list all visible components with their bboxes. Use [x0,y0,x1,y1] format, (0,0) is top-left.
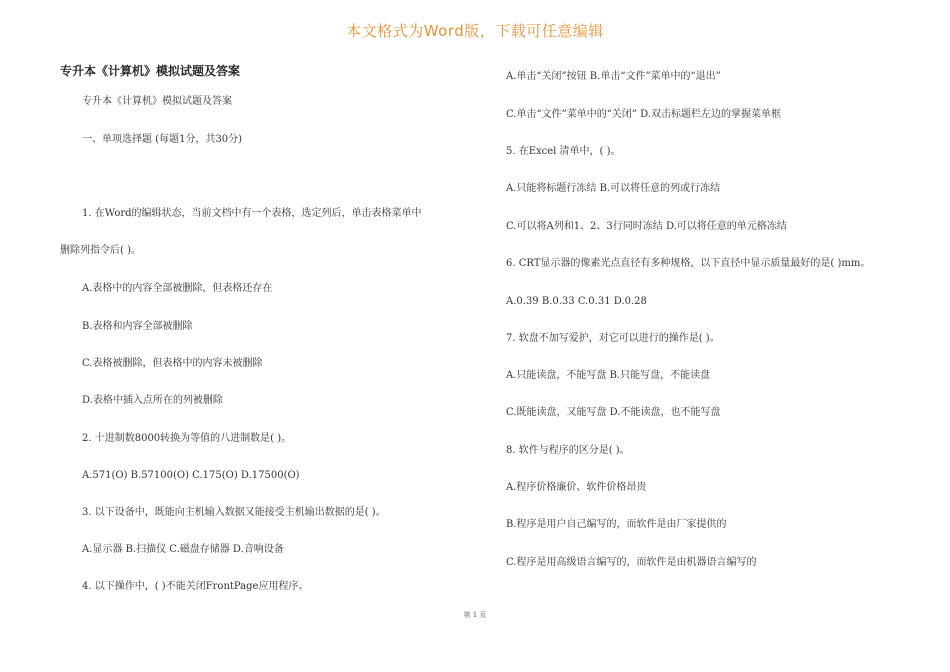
question-6-options: A.0.39 B.0.33 C.0.31 D.0.28 [506,296,647,307]
question-7-options-ab: A.只能读盘，不能写盘 B.只能写盘，不能读盘 [506,370,711,381]
document-banner: 本文格式为Word版，下载可任意编辑 [346,22,604,40]
question-8-option-a: A.程序价格廉价、软件价格昂贵 [506,482,647,493]
question-4-options-cd: C.单击“文件”菜单中的“关闭” D.双击标题栏左边的掌握菜单框 [506,109,781,120]
question-3: 3. 以下设备中，既能向主机输入数据又能接受主机输出数据的是( )。 [82,507,386,518]
question-1-option-b: B.表格和内容全部被删除 [82,321,193,332]
question-5-options-cd: C.可以将A列和1、2、3行同时冻结 D.可以将任意的单元格冻结 [506,221,787,232]
question-1-option-c: C.表格被删除，但表格中的内容未被删除 [82,358,263,369]
question-8-option-c: C.程序是用高级语言编写的，而软件是由机器语言编写的 [506,557,757,568]
question-5: 5. 在Excel 清单中，( )。 [506,146,621,157]
question-7: 7. 软盘不加写爱护，对它可以进行的操作是( )。 [506,333,720,344]
document-title: 专升本《计算机》模拟试题及答案 [60,64,241,78]
question-6: 6. CRT显示器的像素光点直径有多种规格，以下直径中显示质量最好的是( )mm。 [506,258,871,269]
question-2: 2. 十进制数8000转换为等值的八进制数是( )。 [82,433,292,444]
question-3-options: A.显示器 B.扫描仪 C.磁盘存储器 D.音响设备 [82,544,284,555]
question-5-options-ab: A.只能将标题行冻结 B.可以将任意的列或行冻结 [506,183,721,194]
question-1-option-a: A.表格中的内容全部被删除，但表格还存在 [82,283,273,294]
question-1-line-1: 1. 在Word的编辑状态，当前文档中有一个表格，选定列后，单击表格菜单中 [82,208,422,219]
question-2-options: A.571(O) B.57100(O) C.175(O) D.17500(O) [82,470,300,481]
question-4-options-ab: A.单击“关闭”按钮 B.单击“文件”菜单中的“退出” [506,71,721,82]
question-1-line-2: 删除列指令后( )。 [60,245,141,256]
question-8-option-b: B.程序是用户自己编写的，而软件是由厂家提供的 [506,519,727,530]
question-1-option-d: D.表格中插入点所在的列被删除 [82,395,223,406]
section-heading: 一、单项选择题 (每题1分，共30分) [82,134,243,145]
question-8: 8. 软件与程序的区分是( )。 [506,445,630,456]
page-number: 第 1 页 [463,611,487,619]
question-4: 4. 以下操作中，( )不能关闭FrontPage应用程序。 [82,581,309,592]
question-7-options-cd: C.既能读盘，又能写盘 D.不能读盘，也不能写盘 [506,407,721,418]
subtitle: 专升本《计算机》模拟试题及答案 [82,96,232,107]
